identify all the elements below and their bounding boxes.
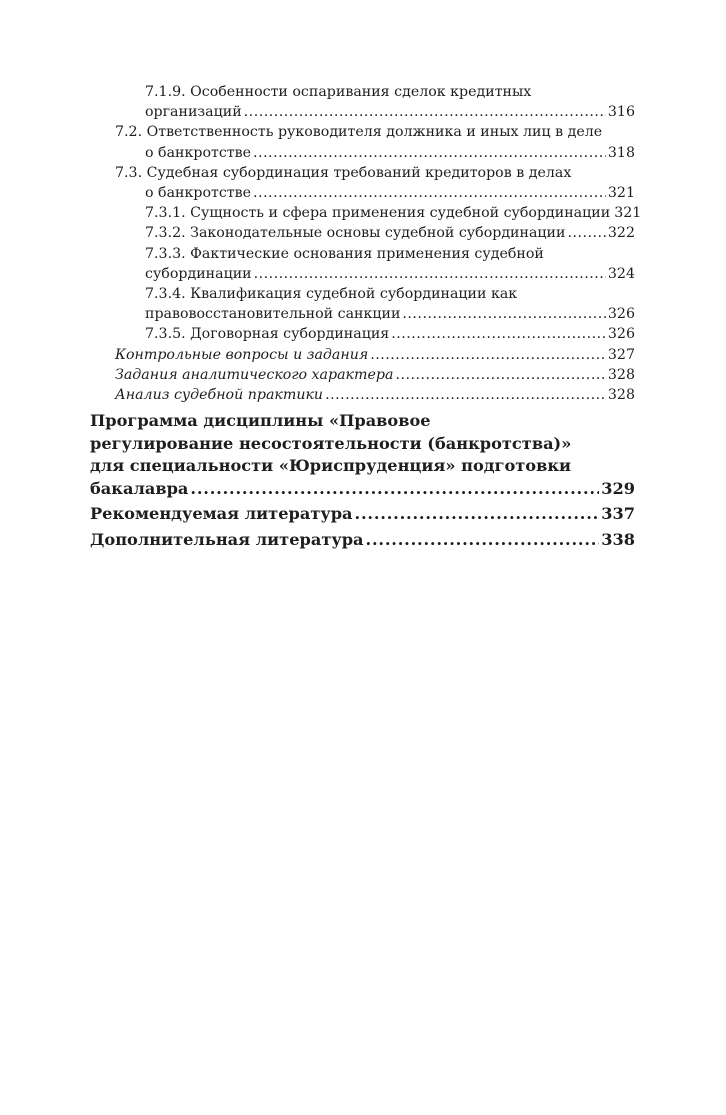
toc-major-additional <box>90 529 635 552</box>
toc-entry-title: 7.1.9. Особенности оспаривания сделок кредитных <box>145 84 532 100</box>
toc-page-number: 338 <box>601 529 635 549</box>
toc-major-title: Рекомендуемая литература <box>90 504 353 524</box>
toc-entry-title: 7.2. Ответственность руководителя должника и иных лиц в деле <box>115 124 603 141</box>
toc-page-number: 318 <box>607 144 635 161</box>
table-of-contents <box>90 82 642 551</box>
toc-entry-title: 7.3.4. Квалификация судебной субординации как <box>145 286 518 303</box>
dot-leader <box>567 223 605 243</box>
toc-entry-7-3-4 <box>90 284 635 324</box>
toc-page-number: 337 <box>601 504 635 524</box>
dot-leader <box>402 304 606 324</box>
toc-entry-7-1-9 <box>90 82 635 122</box>
toc-major-title-cont: бакалавра <box>90 478 189 498</box>
toc-entry-tasks <box>90 365 635 385</box>
toc-entry-title-cont: правовосстановительной санкции <box>145 306 401 323</box>
toc-major-title: Программа дисциплины «Правовое <box>90 411 431 431</box>
toc-entry-questions <box>90 345 635 365</box>
dot-leader <box>395 365 605 385</box>
toc-page-number: 316 <box>607 104 635 121</box>
dot-leader <box>391 324 606 344</box>
toc-major-title-cont: регулирование несостоятельности (банкротства)» <box>90 433 572 453</box>
toc-entry-title: 7.3. Судебная субординация требований кредиторов в делах <box>115 164 572 181</box>
dot-leader <box>253 183 606 203</box>
toc-entry-title: Анализ судебной практики <box>115 387 324 404</box>
dot-leader <box>254 264 606 284</box>
toc-page-number: 322 <box>607 225 635 242</box>
toc-page-number: 328 <box>607 387 635 404</box>
toc-entry-title: 7.3.3. Фактические основания применения судебной <box>145 245 544 262</box>
toc-entry-title: Контрольные вопросы и задания <box>115 346 369 363</box>
toc-page-number: 329 <box>601 478 635 498</box>
toc-entry-7-3-2 <box>90 223 635 243</box>
toc-page-number: 326 <box>607 306 635 323</box>
toc-page-number: 326 <box>607 326 635 343</box>
toc-entry-practice <box>90 385 635 405</box>
toc-entry-7-3-3 <box>90 244 635 284</box>
dot-leader <box>370 345 606 365</box>
dot-leader <box>190 478 599 501</box>
toc-major-recommended <box>90 503 635 526</box>
dot-leader <box>366 529 600 552</box>
toc-entry-title-cont: субординации <box>145 265 252 282</box>
toc-entry-title: 7.3.5. Договорная субординация <box>145 326 390 343</box>
toc-major-program <box>90 410 635 500</box>
toc-entry-7-2 <box>90 122 635 162</box>
dot-leader <box>244 102 606 122</box>
toc-entry-title: 7.3.1. Сущность и сфера применения судебной субординации <box>145 205 611 222</box>
toc-page-number: 321 <box>607 185 635 202</box>
toc-entry-title-cont: о банкротстве <box>145 144 252 161</box>
toc-entry-title: 7.3.2. Законодательные основы судебной субординации <box>145 225 566 242</box>
toc-entry-7-3 <box>90 163 635 203</box>
toc-page-number: 328 <box>607 366 635 383</box>
toc-major-title: Дополнительная литература <box>90 529 364 549</box>
toc-entry-7-3-5 <box>90 324 635 344</box>
toc-entry-title-cont: организаций <box>145 104 242 121</box>
toc-entry-7-3-1 <box>90 203 642 223</box>
toc-entry-title: Задания аналитического характера <box>115 366 394 383</box>
toc-entry-title-cont: о банкротстве <box>145 185 252 202</box>
toc-page-number: 324 <box>607 265 635 282</box>
toc-major-title-cont: для специальности «Юриспруденция» подготовки <box>90 456 572 476</box>
dot-leader <box>325 385 606 405</box>
dot-leader <box>355 503 600 526</box>
dot-leader <box>253 143 606 163</box>
toc-page-number: 321 <box>614 205 642 222</box>
toc-page-number: 327 <box>607 346 635 363</box>
